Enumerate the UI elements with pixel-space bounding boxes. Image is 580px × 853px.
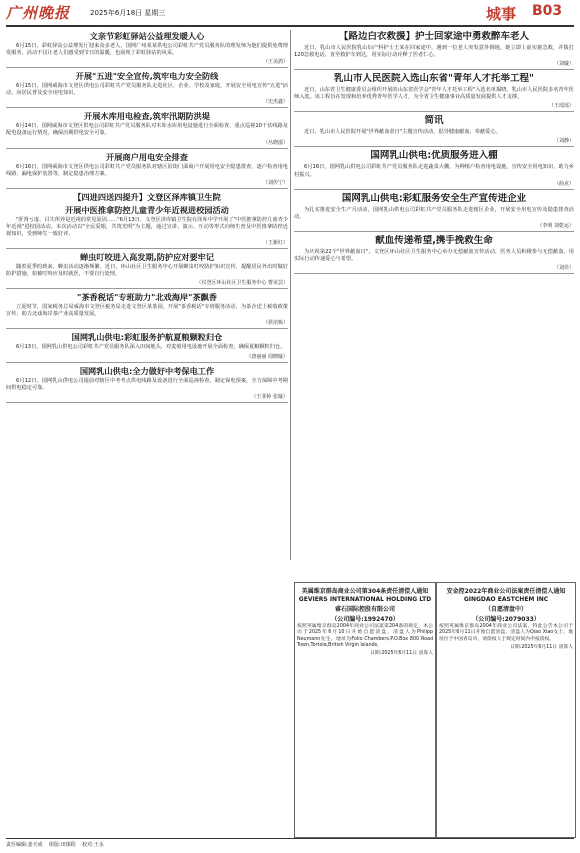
article-separator — [294, 69, 574, 70]
newspaper-logo: 广州晚报 — [6, 4, 71, 22]
article-separator — [6, 67, 288, 68]
article-body: 近日，乳山市人民医院开展"世界献血者日"主题宣传活动，倡导健康献血，奉献爱心。 — [304, 129, 501, 136]
article-title: 【四进四送四提升】文登区泽库镇卫生院 — [73, 191, 221, 202]
section-title: 城事 — [486, 5, 517, 23]
article — [6, 71, 288, 108]
article — [6, 152, 288, 189]
article-byline: （唐丽丽 周晓璇） — [246, 353, 288, 360]
article — [6, 192, 288, 249]
article-body: 6月16日，国网威海市文登区供电公司彩虹共产党员服务队对辖区沿街门面商户开展用电安全隐患排查，逐户检查用电线路、漏电保护装置等，制定隐患治理方案。 — [6, 163, 288, 177]
article — [294, 235, 574, 274]
article — [6, 332, 288, 362]
issue-date: 2025年6月18日 星期三 — [90, 9, 166, 17]
article-byline: （史杰鑫） — [262, 99, 288, 106]
article-separator — [6, 362, 288, 363]
article — [6, 292, 288, 329]
article — [294, 31, 574, 70]
article-body: 为扎实推进安全生产月活动，国网乳山供电公司彩虹共产党员服务队走进辖区企业，开展安全用电宣传及隐患排查活动。 — [294, 206, 574, 220]
ad-title: 安金控2022年商业公司法案责任清偿人通知 — [446, 588, 566, 595]
article-byline: （刘璇） — [553, 61, 574, 68]
article-body: 随着夏季的到来，蝉虫活动逐渐频繁。近日，环山社区卫生服务中心开展蝉虫叮咬防护知识宣传，提醒居民外出时做好防护措施，如被叮咬应及时就医，不要自行处理。 — [6, 264, 288, 278]
ad-company-cn: （自愿清盘中） — [484, 606, 527, 613]
article — [6, 366, 288, 403]
article — [294, 150, 574, 189]
article-byline: （王新红） — [262, 240, 288, 247]
ad-reg: （公司编号:2079033） — [472, 616, 540, 623]
article — [6, 252, 288, 289]
article-separator — [294, 111, 574, 112]
article — [6, 31, 288, 68]
article — [294, 73, 574, 112]
left-block — [6, 28, 288, 834]
article-body: 6月13日，国网乳山供电公司彩虹共产党员服务队深入田间地头，对麦收用电设施开展全面检查，确保夏粮颗粒归仓。 — [16, 344, 286, 351]
ad-company-cn: 睿石国际控股有限公司 — [334, 606, 395, 613]
article — [294, 193, 574, 232]
ad-company: GEVIERS INTERNATIONAL HOLDING LTD — [298, 596, 432, 603]
column-divider — [290, 30, 291, 560]
article-title: 乳山市人民医院入选山东省"青年人才托举工程" — [334, 73, 534, 85]
article-body: 立夏时节，国家税务总局威海市文登区税务局走进文登区某茶园，开展"茶香税话"专班服务活动，为茶企送上税收政策宣传，助力北戏海岸茶产业高质量发展。 — [6, 304, 288, 318]
article-title: "茶香税话"专班助力"北戏海岸"茶飘香 — [77, 292, 217, 303]
article-title: 献血传递希望,携手挽救生命 — [375, 234, 493, 246]
article-title: 开展商户用电安全排查 — [106, 151, 188, 162]
article-separator — [294, 231, 574, 232]
article-byline: （李明 刘乾运） — [537, 222, 574, 229]
article-separator — [294, 273, 574, 274]
article-byline: （丛晓滋） — [262, 139, 288, 146]
article-byline: （刘静） — [553, 138, 574, 145]
ad-body: 按照英属维京群岛2004年商业公司法案第204条的规定，本公司于2025年6月10日开始自愿清盘，清盘人为Philipp Neumann先生，地址为Folio Chambers,P.O.Box 800 Road Town,Tortola,British Virgin Islands。 — [297, 624, 433, 648]
article-separator — [6, 328, 288, 329]
article-byline: （王美鸽） — [262, 59, 288, 66]
article-body: 6月14日，国网威海市文登区供电公司彩虹共产党员服务队对木库水库用电设施进行全面检查，重点巡视10千伏线路及配电设备运行情况，确保汛期供电安全可靠。 — [6, 123, 288, 137]
right-block — [294, 28, 574, 584]
article-body: 6月15日，彩虹驿站公益理发厅迎来众多老人，国网广州某某供电公司彩虹共产党员服务队的理发师为他们提供免费理发服务，活动不仅让老人们感受到节日的温暖，也展现了彩虹驿站的风采。 — [6, 43, 288, 57]
article-title: 文亲节彩虹驿站公益理发暖人心 — [89, 31, 205, 41]
ad-title: 英属维京群岛商业公司第304条责任清偿人通知 — [301, 588, 429, 595]
article-title: 国网乳山供电:优质服务进入棚 — [370, 150, 498, 162]
article — [294, 115, 574, 147]
article-separator — [6, 402, 288, 403]
footer-designer: 组版:田郁程 — [49, 842, 76, 848]
article-subtitle: 开展中医推拿防控儿童青少年近视进校园活动 — [65, 204, 229, 215]
article — [6, 111, 288, 148]
article-title: 国网乳山供电:彩虹服务护航夏粮颗粒归仓 — [71, 332, 223, 343]
article-body: 6月16日，国网乳山供电公司彩虹共产党员服务队走进蔬菜大棚，为种植户检查用电设施，宣传安全用电知识，助力乡村振兴。 — [294, 164, 574, 178]
article-body: 6月12日，国网乳山供电公司提前对辖区中考考点供电线路及设备进行全面巡视检查，制定保电预案，全力保障中考期间供电稳定可靠。 — [6, 377, 288, 391]
article-byline: （刘传宁） — [262, 179, 288, 186]
article-separator — [6, 188, 288, 189]
article-title: 开展"五进"安全宣传,筑牢电力安全防线 — [75, 71, 219, 82]
footer-proof: 校对:王永 — [82, 842, 104, 848]
article-body: 为庆祝第22个"世界献血日"，文登区环山社区卫生服务中心举办无偿献血宣传活动，医务人员积极参与无偿献血，用实际行动传递爱心与希望。 — [294, 248, 574, 262]
footer-editor: 责任编辑:姜天成 — [6, 842, 43, 848]
article-title: 开展木库用电检查,筑牢汛期防洪堤 — [84, 111, 210, 122]
page-footer — [6, 838, 574, 853]
ad-reg: （公司编号:1992470） — [331, 616, 399, 623]
page-header — [0, 0, 580, 26]
ad-signature: 日期:2025年6月11日 清算人 — [370, 651, 433, 657]
ad-company: GINGDAO EASTCHEM INC — [463, 596, 549, 603]
article-title: 简讯 — [424, 115, 444, 127]
article-byline: （曲克） — [553, 180, 574, 187]
article-title: 国网乳山供电:彩虹服务安全生产宣传进企业 — [341, 192, 527, 204]
legal-notice-ad-2 — [436, 582, 576, 838]
article-body: 近日，乳山市人民医院乳山妇产科护士王某在回家途中，遇到一位老人突发意外倒地，她立即上前实施急救，并拨打120急救电话，直至救护车到达，用实际行动诠释了医者仁心。 — [294, 45, 574, 59]
article-byline: （侯培栋） — [262, 320, 288, 327]
article-separator — [294, 146, 574, 147]
article-byline: （王菲婷 张璇） — [251, 393, 288, 400]
article-separator — [294, 189, 574, 190]
legal-notice-ad-1 — [294, 582, 436, 838]
article-byline: （刘佳） — [553, 265, 574, 272]
article-separator — [6, 107, 288, 108]
article-byline: （王瑶瑶） — [548, 103, 574, 110]
article-title: 国网乳山供电:全力做好中考保电工作 — [79, 365, 215, 376]
article-title: 【路边白衣救援】护士回家途中勇救醉车老人 — [338, 31, 529, 42]
header-rule — [6, 25, 574, 27]
article-body: 6月15日，国网威海市文登区供电公司彩虹共产党员服务队走进社区、企业、学校及家庭，开展安全用电宣传"五进"活动，向居民普及安全用电知识。 — [6, 83, 288, 97]
article-title: 蝉虫叮咬进入高发期,防护应对要牢记 — [79, 252, 215, 263]
article-separator — [6, 148, 288, 149]
ad-signature: 日期:2025年6月11日 清算人 — [510, 644, 573, 650]
article-body: 近日，山东省卫生健康委员会组织开展的山东省医学会"青年人才托举工程"入选名单揭晓，乳山市人民医院多名青年医师入选。该工程旨在发现和培养优秀青年医学人才，为全省卫生健康事业高质量发展提供人才支撑。 — [294, 87, 574, 101]
page-number: B03 — [532, 3, 563, 19]
article-body: "肝肾亏虚、目失所养是近视的常见原因……"6月13日，文登区泽库镇卫生院在泽库中学开展了"中医推拿防控儿童青少年近视"进校园活动。本次活动以"全民爱眼，共筑光明"为主题，通过宣讲、演示、互动等形式向师生普及中医推拿防控近视知识，受到师生一致好评。 — [6, 216, 288, 237]
article-byline: （仪登区环山社区卫生服务中心 曹美芸） — [196, 280, 288, 287]
ad-body: 按照英属维京群岛2004年商业公司法案，特此公告本公司于2025年6月11日开始自愿清盘，清盘人为Qiao Xiao女士，地址位于中国青岛市，请债权人于规定时间内申报债权。 — [439, 624, 573, 642]
article-separator — [6, 288, 288, 289]
article-separator — [6, 248, 288, 249]
